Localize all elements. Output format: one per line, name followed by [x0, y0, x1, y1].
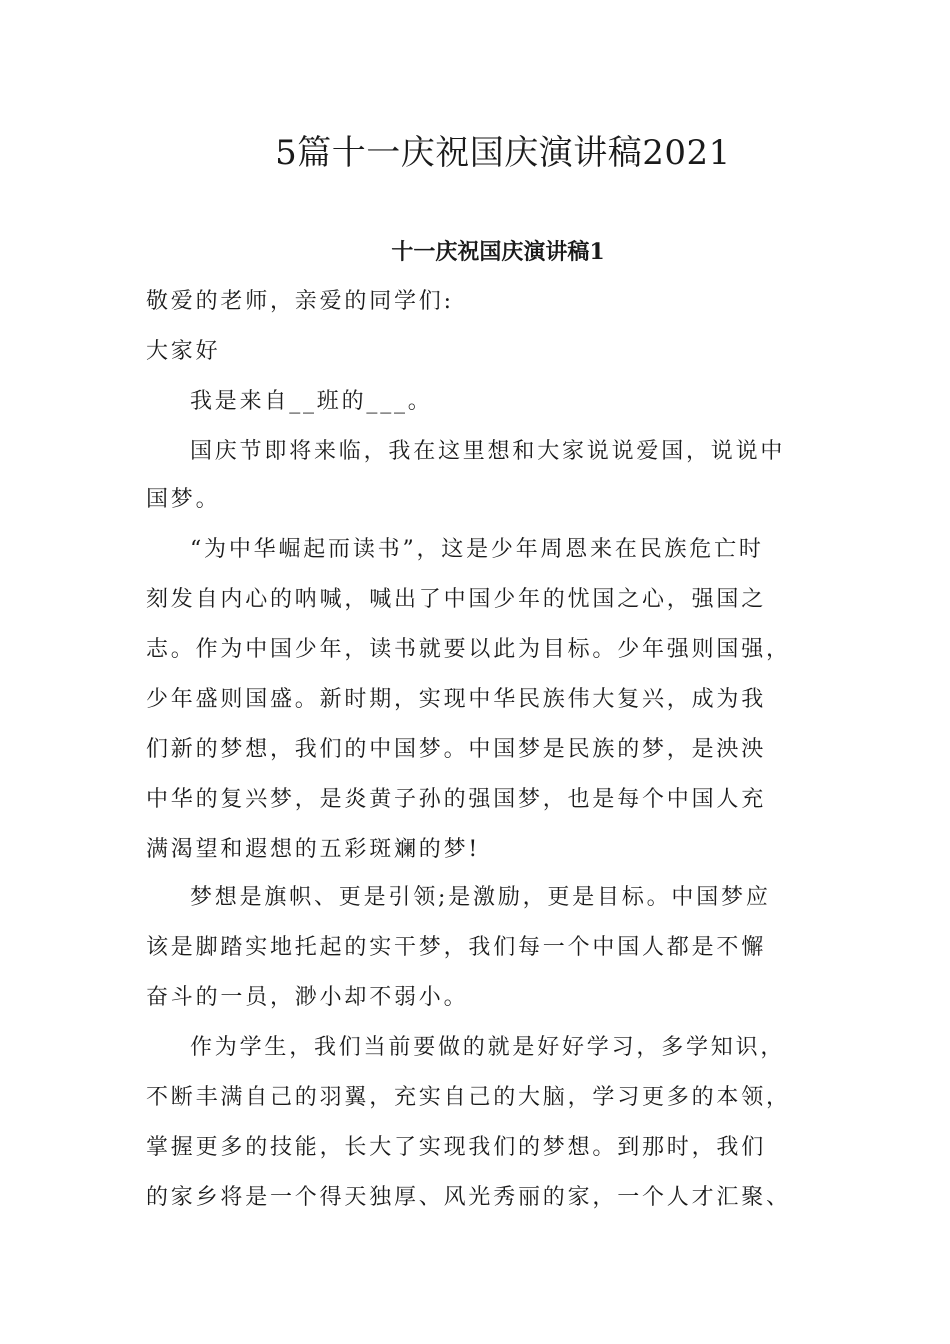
paragraph-line: 作为学生，我们当前要做的就是好好学习，多学知识， — [190, 1035, 786, 1060]
paragraph-line: 国梦。 — [146, 487, 221, 512]
paragraph-line: 奋斗的一员，渺小却不弱小。 — [146, 985, 469, 1010]
paragraph-line: “为中华崛起而读书”，这是少年周恩来在民族危亡时 — [190, 537, 764, 562]
paragraph-line: 国庆节即将来临，我在这里想和大家说说爱国，说说中 — [190, 439, 786, 464]
paragraph-line: 志。作为中国少年，读书就要以此为目标。少年强则国强， — [146, 637, 791, 662]
paragraph-line: 们新的梦想，我们的中国梦。中国梦是民族的梦，是泱泱 — [146, 737, 767, 762]
paragraph-line: 掌握更多的技能，长大了实现我们的梦想。到那时，我们 — [146, 1135, 767, 1160]
paragraph-line: 少年盛则国盛。新时期，实现中华民族伟大复兴，成为我 — [146, 687, 767, 712]
paragraph-line: 满渴望和遐想的五彩斑斓的梦! — [146, 837, 481, 862]
paragraph-line: 的家乡将是一个得天独厚、风光秀丽的家，一个人才汇聚、 — [146, 1185, 791, 1210]
section-title: 十一庆祝国庆演讲稿1 — [391, 239, 605, 265]
document-title: 5篇十一庆祝国庆演讲稿2021 — [275, 133, 731, 173]
hello-line: 大家好 — [146, 339, 221, 364]
paragraph-line: 中华的复兴梦，是炎黄子孙的强国梦，也是每个中国人充 — [146, 787, 767, 812]
paragraph-line: 不断丰满自己的羽翼，充实自己的大脑，学习更多的本领， — [146, 1085, 791, 1110]
paragraph-line: 我是来自__班的___。 — [190, 389, 433, 414]
paragraph-line: 刻发自内心的呐喊，喊出了中国少年的忧国之心，强国之 — [146, 587, 767, 612]
paragraph-line: 该是脚踏实地托起的实干梦，我们每一个中国人都是不懈 — [146, 935, 767, 960]
paragraph-line: 梦想是旗帜、更是引领;是激励，更是目标。中国梦应 — [190, 885, 771, 910]
greeting-line: 敬爱的老师，亲爱的同学们: — [146, 289, 454, 314]
